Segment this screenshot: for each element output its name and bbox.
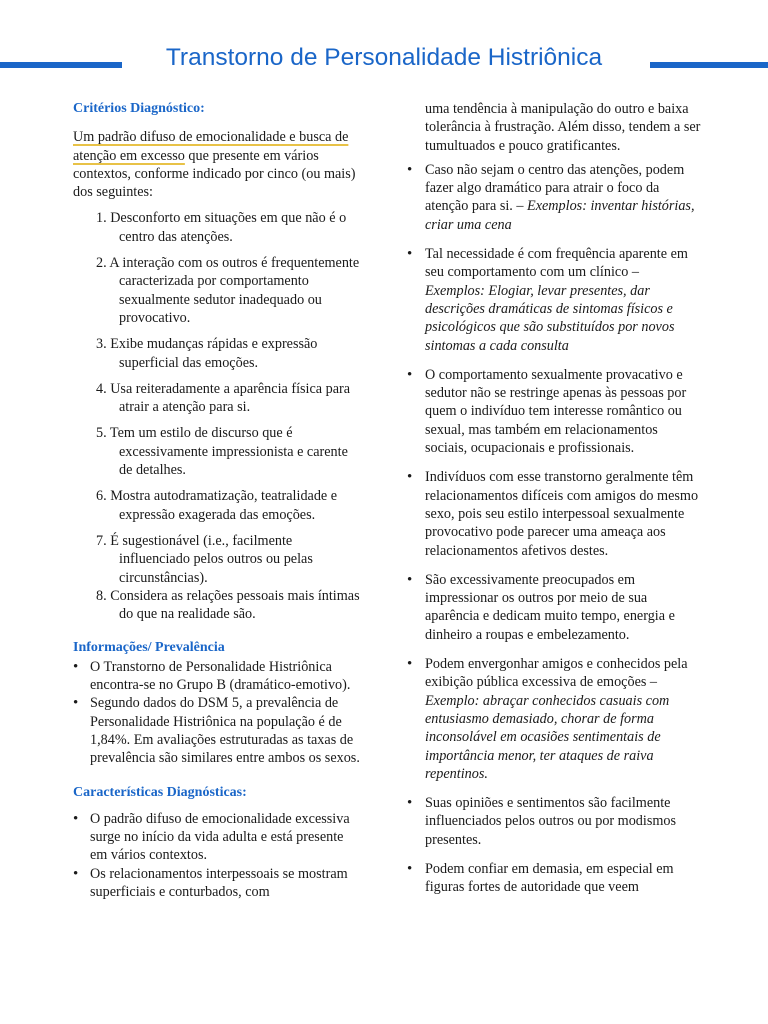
- left-column: [73, 100, 363, 901]
- right-list: [405, 161, 701, 897]
- right-item-text: Suas opiniões e sentimentos são facilmente influenciados pelos outros ou por modismos presentes.: [425, 795, 677, 848]
- criterio-item: 4. Usa reiteradamente a aparência física para atrair a atenção para si.: [96, 380, 351, 416]
- informacoes-heading: Informações/ Prevalência: [73, 640, 225, 656]
- criterios-intro-highlight: Um padrão difuso de emocionalidade e busca de atenção em excesso: [73, 129, 349, 164]
- criterio-item: 3. Exibe mudanças rápidas e expressão superficial das emoções.: [96, 336, 318, 371]
- right-item: [405, 794, 701, 849]
- criterios-intro: [73, 128, 363, 201]
- criterio-item: 8. Considera as relações pessoais mais íntimas do que na realidade são.: [96, 587, 360, 623]
- right-item-example: Exemplos: Elogiar, levar presentes, dar descrições dramáticas de sintomas físicos e psicológicos que são substituídos por novos sintomas a cada consulta: [425, 282, 675, 354]
- criterios-intro-rest: que presente em vários contextos, conforme indicado por cinco (ou mais) dos seguintes:: [73, 147, 356, 201]
- caracteristica-item: • O padrão difuso de emocionalidade excessiva surge no início da vida adulta e está presente em vários contextos.: [73, 810, 363, 865]
- right-item: [405, 245, 701, 355]
- informacao-item: • Segundo dados do DSM 5, a prevalência de Personalidade Histriônica na população é de 1,84%. Em avaliações estruturadas as taxas de prevalência são similares entre ambos os sexos.: [73, 694, 363, 767]
- right-item-example: Exemplos: inventar histórias, criar uma cena: [425, 198, 695, 233]
- right-item-text: Indivíduos com esse transtorno geralmente têm relacionamentos difíceis com amigos do mesmo sexo, pois seu estilo interpessoal sexualmente provocativo pode parecer uma ameaça aos relacionamentos afetivos destes.: [425, 469, 699, 559]
- criterios-list: [73, 209, 363, 623]
- informacao-item: • O Transtorno de Personalidade Histriônica encontra-se no Grupo B (dramático-emotivo).: [73, 658, 363, 695]
- right-item-text: O comportamento sexualmente provacativo e sedutor não se restringe apenas às pessoas por quem o indivíduo tem interesse romântico ou sexual, mas também em relacionamentos sociais, ocupacionais e profissionais.: [425, 366, 687, 457]
- criterios-heading: Critérios Diagnóstico:: [73, 101, 205, 116]
- criterio-item: 2. A interação com os outros é frequentemente caracterizada por comportamento sexualmente sedutor inadequado ou provocativo.: [96, 255, 360, 326]
- caracteristica-item: • Os relacionamentos interpessoais se mostram superficiais e conturbados, com: [73, 865, 363, 902]
- right-column: [405, 100, 701, 908]
- right-item: [405, 161, 701, 234]
- right-item: [405, 366, 701, 457]
- title-bar: [0, 42, 768, 82]
- criterio-item: 5. Tem um estilo de discurso que é excessivamente impressionista e carente de detalhes.: [96, 425, 348, 479]
- informacoes-list: [73, 658, 363, 768]
- right-item-text: Tal necessidade é com frequência aparente em seu comportamento com um clínico –: [425, 246, 688, 281]
- title-rule-right: [650, 62, 768, 68]
- right-item-text: Caso não sejam o centro das atenções, podem fazer algo dramático para atrair o foco da atenção para si. –: [425, 161, 685, 215]
- right-item-example: Exemplo: abraçar conhecidos casuais com entusiasmo demasiado, chorar de forma inconsolável em ocasiões sentimentais de importância menor, ter ataques de raiva repentinos.: [425, 692, 670, 782]
- caracteristicas-heading: Características Diagnósticas:: [73, 784, 247, 800]
- right-item: [405, 655, 701, 783]
- page-title: Transtorno de Personalidade Histriônica: [165, 44, 603, 71]
- right-item-text: Podem envergonhar amigos e conhecidos pela exibição pública excessiva de emoções –: [425, 656, 688, 691]
- criterio-item: 6. Mostra autodramatização, teatralidade e expressão exagerada das emoções.: [96, 488, 338, 523]
- right-item: [405, 571, 701, 644]
- right-item: [405, 468, 701, 559]
- right-item: [405, 860, 701, 897]
- caracteristica-continuation: uma tendência à manipulação do outro e baixa tolerância à frustração. Além disso, tendem a ser tumultuados e pouco gratificantes.: [425, 101, 701, 154]
- caracteristicas-list: [73, 810, 363, 901]
- criterio-item: 1. Desconforto em situações em que não é o centro das atenções.: [96, 210, 347, 245]
- right-item-text: São excessivamente preocupados em impressionar os outros por meio de sua aparência e dedicam muito tempo, energia e dinheiro a roupas e embelezamento.: [425, 571, 675, 643]
- criterio-item: 7. É sugestionável (i.e., facilmente influenciado pelos outros ou pelas circunstâncias).: [96, 532, 313, 586]
- right-item-text: Podem confiar em demasia, em especial em figuras fortes de autoridade que veem: [425, 860, 674, 896]
